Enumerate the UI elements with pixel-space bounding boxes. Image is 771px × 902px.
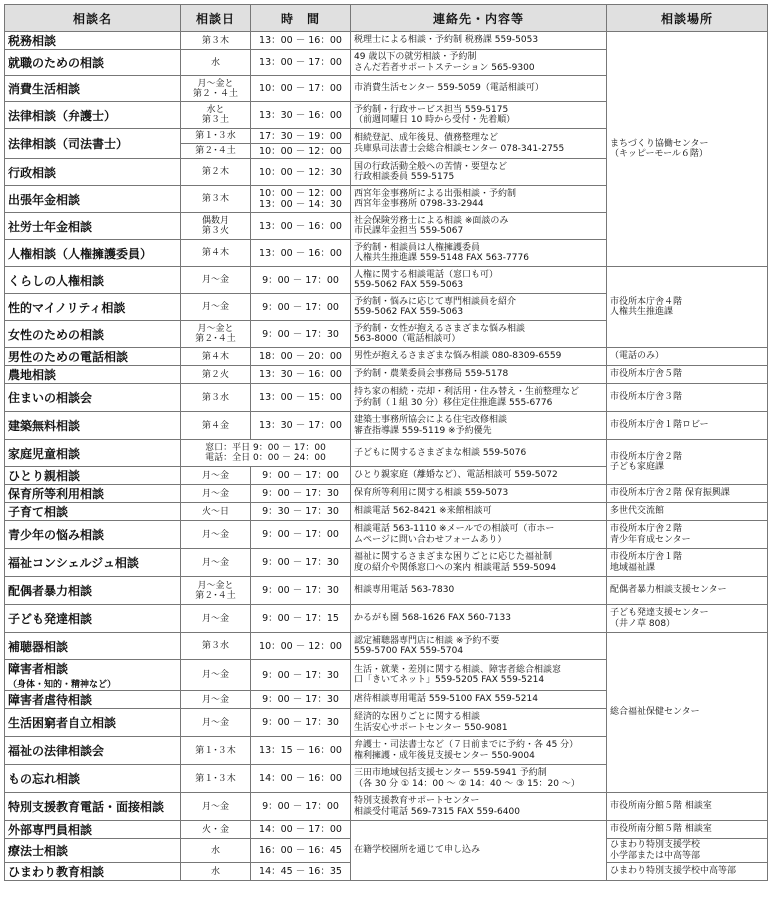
row-name: ひとり親相談 — [5, 467, 181, 485]
row-name: 子ども発達相談 — [5, 605, 181, 633]
row-time: 9：00 － 17：00 — [251, 267, 351, 294]
row-name: 子育て相談 — [5, 503, 181, 521]
row-place: 市役所本庁舎２階 保育振興課 — [607, 485, 768, 503]
row-contact: 西宮年金事務所による出張相談・予約制 西宮年金事務所 0798-33-2944 — [351, 186, 607, 213]
row-time: 13：00 － 16：00 — [251, 32, 351, 50]
row-place: 市役所本庁舎１階ロビー — [607, 412, 768, 440]
table-row — [5, 577, 768, 605]
row-day: 月～金 — [181, 709, 251, 737]
row-contact: 社会保険労務士による相談 ※面談のみ 市民課年金担当 559-5067 — [351, 213, 607, 240]
row-contact: 人権に関する相談電話（窓口も可） 559-5062 FAX 559-5063 — [351, 267, 607, 294]
row-name: 出張年金相談 — [5, 186, 181, 213]
row-place: ひまわり特別支援学校中高等部 — [607, 863, 768, 881]
row-time: 17：30 － 19：00 — [251, 129, 351, 144]
row-name: 消費生活相談 — [5, 76, 181, 102]
place-machizukuri: まちづくり協働センター （キッピーモール６階） — [607, 32, 768, 267]
row-day: 水 — [181, 863, 251, 881]
row-place: 市役所南分館５階 相談室 — [607, 821, 768, 839]
row-time: 14：00 － 17：00 — [251, 821, 351, 839]
row-day: 月～金 — [181, 521, 251, 549]
row-contact: 保育所等利用に関する相談 559-5073 — [351, 485, 607, 503]
row-name: 特別支援教育電話・面接相談 — [5, 793, 181, 821]
row-name: 配偶者暴力相談 — [5, 577, 181, 605]
place-shiyakusho-4f: 市役所本庁舎４階 人権共生推進課 — [607, 267, 768, 348]
row-day: 第１･３木 — [181, 765, 251, 793]
row-name: 税務相談 — [5, 32, 181, 50]
row-name: 家庭児童相談 — [5, 440, 181, 467]
row-time: 13：00 － 15：00 — [251, 384, 351, 412]
table-row — [5, 793, 768, 821]
row-place: 市役所本庁舎５階 — [607, 366, 768, 384]
row-name: 療法士相談 — [5, 839, 181, 863]
row-day: 第２･４土 — [181, 144, 251, 159]
row-time: 14：45 － 16：35 — [251, 863, 351, 881]
row-contact: かるがも園 568-1626 FAX 560-7133 — [351, 605, 607, 633]
row-place: （電話のみ） — [607, 348, 768, 366]
row-time: 10：00 － 12：30 — [251, 159, 351, 186]
row-contact: 経済的な困りごとに関する相談 生活安心サポートセンター 550-9081 — [351, 709, 607, 737]
row-contact: 男性が抱えるさまざまな悩み相談 080-8309-6559 — [351, 348, 607, 366]
row-name: 福祉の法律相談会 — [5, 737, 181, 765]
row-place: 配偶者暴力相談支援センター — [607, 577, 768, 605]
row-name: 性的マイノリティ相談 — [5, 294, 181, 321]
row-contact: 税理士による相談・予約制 税務課 559-5053 — [351, 32, 607, 50]
row-day: 第２木 — [181, 159, 251, 186]
table-row — [5, 412, 768, 440]
row-name: 就職のための相談 — [5, 50, 181, 76]
row-time: 13：00 － 16：00 — [251, 213, 351, 240]
row-time: 9：00 － 17：00 — [251, 467, 351, 485]
row-name: もの忘れ相談 — [5, 765, 181, 793]
table-row — [5, 549, 768, 577]
table-row — [5, 503, 768, 521]
col-header-contact: 連絡先・内容等 — [351, 5, 607, 32]
row-name-sub: （身体・知的・精神など） — [8, 680, 117, 690]
row-day: 月～金と 第２・４土 — [181, 76, 251, 102]
row-day: 火～日 — [181, 503, 251, 521]
row-time: 9：00 － 17：00 — [251, 521, 351, 549]
row-contact: 予約制・相談員は人権擁護委員 人権共生推進課 559-5148 FAX 563-7776 — [351, 240, 607, 267]
row-contact: 予約制・女性が抱えるさまざまな悩み相談 563-8000（電話相談可） — [351, 321, 607, 348]
row-time: 9：00 － 17：30 — [251, 549, 351, 577]
col-header-place: 相談場所 — [607, 5, 768, 32]
table-row — [5, 521, 768, 549]
col-header-day: 相談日 — [181, 5, 251, 32]
row-place: 市役所南分館５階 相談室 — [607, 793, 768, 821]
row-day: 第４木 — [181, 348, 251, 366]
row-contact: 特別支援教育サポートセンター 相談受付電話 569-7315 FAX 559-6400 — [351, 793, 607, 821]
table-row — [5, 633, 768, 660]
row-contact: 市消費生活センター 559-5059（電話相談可） — [351, 76, 607, 102]
row-day: 月～金 — [181, 605, 251, 633]
table-row — [5, 821, 768, 839]
row-time: 13：00 － 16：00 — [251, 240, 351, 267]
row-contact: 49 歳以下の就労相談・予約制 さんだ若者サポートステーション 565-9300 — [351, 50, 607, 76]
row-name: 住まいの相談会 — [5, 384, 181, 412]
row-contact: 相談電話 562-8421 ※来館相談可 — [351, 503, 607, 521]
row-contact: 予約制・行政サービス担当 559-5175 （前週同曜日 10 時から受付・先着順） — [351, 102, 607, 129]
row-name: 保育所等利用相談 — [5, 485, 181, 503]
row-name — [5, 660, 181, 691]
row-time: 9：00 － 17：00 — [251, 793, 351, 821]
row-time: 13：15 － 16：00 — [251, 737, 351, 765]
row-contact: 子どもに関するさまざまな相談 559-5076 — [351, 440, 607, 467]
row-time: 13：30 － 16：00 — [251, 102, 351, 129]
row-name: 行政相談 — [5, 159, 181, 186]
row-time: 13：30 － 16：00 — [251, 366, 351, 384]
row-day: 水 — [181, 839, 251, 863]
row-contact: 相談電話 563-1110 ※メールでの相談可（市ホー ムページに問い合わせフォームあり） — [351, 521, 607, 549]
row-name: ひまわり教育相談 — [5, 863, 181, 881]
row-time: 18：00 － 20：00 — [251, 348, 351, 366]
col-header-name: 相談名 — [5, 5, 181, 32]
row-day: 第１･３水 — [181, 129, 251, 144]
row-time: 9：00 － 17：30 — [251, 709, 351, 737]
row-contact: 予約制・悩みに応じて専門相談員を紹介 559-5062 FAX 559-5063 — [351, 294, 607, 321]
consultation-table — [4, 4, 768, 881]
row-contact: ひとり親家庭（離婚など）、電話相談可 559-5072 — [351, 467, 607, 485]
row-day: 水と 第３土 — [181, 102, 251, 129]
row-day: 月～金 — [181, 793, 251, 821]
row-day-time: 窓口：平日 9：00 － 17：00 電話：全日 0：00 － 24：00 — [181, 440, 351, 467]
row-day: 第３水 — [181, 384, 251, 412]
table-header-row — [5, 5, 768, 32]
row-name: 障害者虐待相談 — [5, 691, 181, 709]
row-time: 9：00 － 17：30 — [251, 485, 351, 503]
row-place: 市役所本庁舎３階 — [607, 384, 768, 412]
row-place: 市役所本庁舎１階 地域福祉課 — [607, 549, 768, 577]
row-contact: 持ち家の相続・売却・利活用・住み替え・生前整理など 予約制（１組 30 分）移住定住推進課 555-6776 — [351, 384, 607, 412]
row-day: 月～金 — [181, 549, 251, 577]
row-contact: 相続登記、成年後見、債務整理など 兵庫県司法書士会総合相談センター 078-341-2755 — [351, 129, 607, 159]
row-name: 社労士年金相談 — [5, 213, 181, 240]
row-day: 月～金 — [181, 660, 251, 691]
row-time: 9：30 － 17：30 — [251, 503, 351, 521]
row-day: 第４木 — [181, 240, 251, 267]
row-day: 第３木 — [181, 32, 251, 50]
row-contact: 弁護士・司法書士など（７日前までに予約・各 45 分） 権利擁護・成年後見支援センター 550-9004 — [351, 737, 607, 765]
row-time: 9：00 － 17：30 — [251, 660, 351, 691]
row-name: 男性のための電話相談 — [5, 348, 181, 366]
row-day: 月～金 — [181, 467, 251, 485]
row-contact: 認定補聴器専門店に相談 ※予約不要 559-5700 FAX 559-5704 — [351, 633, 607, 660]
row-day: 第３水 — [181, 633, 251, 660]
row-time: 10：00 － 12：00 13：00 － 14：30 — [251, 186, 351, 213]
row-name: 農地相談 — [5, 366, 181, 384]
row-name: 補聴器相談 — [5, 633, 181, 660]
row-day: 第４金 — [181, 412, 251, 440]
table-row — [5, 32, 768, 50]
row-name: くらしの人権相談 — [5, 267, 181, 294]
row-contact: 福祉に関するさまざまな困りごとに応じた福祉制 度の紹介や関係窓口への案内 相談電話 559-5094 — [351, 549, 607, 577]
place-fukushi-hoken: 総合福祉保健センター — [607, 633, 768, 793]
table-row — [5, 440, 768, 467]
row-name: 福祉コンシェルジュ相談 — [5, 549, 181, 577]
row-day: 火・金 — [181, 821, 251, 839]
row-time: 9：00 － 17：30 — [251, 321, 351, 348]
row-time: 10：00 － 12：00 — [251, 144, 351, 159]
row-contact: 建築士事務所協会による住宅改修相談 審査指導課 559-5119 ※予約優先 — [351, 412, 607, 440]
row-time: 14：00 － 16：00 — [251, 765, 351, 793]
row-place: 市役所本庁舎２階 青少年育成センター — [607, 521, 768, 549]
row-day: 月～金 — [181, 294, 251, 321]
row-place: 多世代交流館 — [607, 503, 768, 521]
row-day: 偶数月 第３火 — [181, 213, 251, 240]
row-contact: 国の行政活動全般への苦情・要望など 行政相談委員 559-5175 — [351, 159, 607, 186]
row-name-main: 障害者相談 — [8, 662, 69, 676]
row-name: 建築無料相談 — [5, 412, 181, 440]
col-header-time: 時 間 — [251, 5, 351, 32]
table-row — [5, 348, 768, 366]
row-day: 第１･３木 — [181, 737, 251, 765]
row-name: 生活困窮者自立相談 — [5, 709, 181, 737]
row-time: 16：00 － 16：45 — [251, 839, 351, 863]
row-place: 子ども発達支援センター （井ノ草 808） — [607, 605, 768, 633]
row-name: 人権相談（人権擁護委員） — [5, 240, 181, 267]
row-time: 13：00 － 17：00 — [251, 50, 351, 76]
row-day: 月～金と 第２･４土 — [181, 321, 251, 348]
row-day: 月～金 — [181, 485, 251, 503]
row-day: 月～金 — [181, 691, 251, 709]
table-row — [5, 605, 768, 633]
row-name: 法律相談（弁護士） — [5, 102, 181, 129]
row-place: ひまわり特別支援学校 小学部または中高等部 — [607, 839, 768, 863]
row-time: 9：00 － 17：30 — [251, 691, 351, 709]
row-contact: 相談専用電話 563-7830 — [351, 577, 607, 605]
row-day: 月～金と 第２･４土 — [181, 577, 251, 605]
row-day: 第２火 — [181, 366, 251, 384]
row-contact: 虐待相談専用電話 559-5100 FAX 559-5214 — [351, 691, 607, 709]
place-kodomo-katei: 市役所本庁舎２階 子ども家庭課 — [607, 440, 768, 485]
table-row — [5, 366, 768, 384]
row-time: 9：00 － 17：00 — [251, 294, 351, 321]
row-contact: 生活・就業・差別に関する相談、障害者総合相談窓 口「きいてネット」559-5205 FAX 559-5214 — [351, 660, 607, 691]
row-contact: 予約制・農業委員会事務局 559-5178 — [351, 366, 607, 384]
row-time: 10：00 － 12：00 — [251, 633, 351, 660]
row-time: 10：00 － 17：00 — [251, 76, 351, 102]
row-name: 外部専門員相談 — [5, 821, 181, 839]
row-contact: 三田市地域包括支援センター 559-5941 予約制 （各 30 分 ① 14：00 ～ ② 14：40 ～ ③ 15：20 ～） — [351, 765, 607, 793]
table-row — [5, 384, 768, 412]
row-time: 13：30 － 17：00 — [251, 412, 351, 440]
row-time: 9：00 － 17：30 — [251, 577, 351, 605]
row-name: 青少年の悩み相談 — [5, 521, 181, 549]
row-name: 女性のための相談 — [5, 321, 181, 348]
row-day: 第３木 — [181, 186, 251, 213]
row-time: 9：00 － 17：15 — [251, 605, 351, 633]
row-day: 水 — [181, 50, 251, 76]
row-contact: 在籍学校園所を通じて申し込み — [351, 821, 607, 881]
table-row — [5, 485, 768, 503]
row-name: 法律相談（司法書士） — [5, 129, 181, 159]
table-row — [5, 267, 768, 294]
row-day: 月～金 — [181, 267, 251, 294]
